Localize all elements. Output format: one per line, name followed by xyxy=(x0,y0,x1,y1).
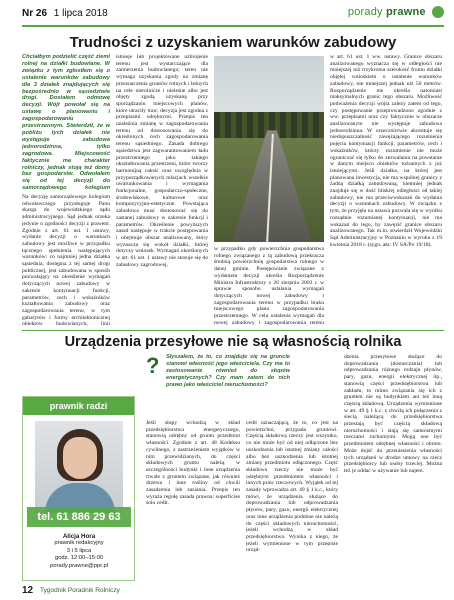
brand-badge-icon xyxy=(432,6,444,18)
advisor-name: Alicja Hora xyxy=(62,533,96,540)
article-1-lead: Chciałbym podzielić część ziemi rolnej na działki budowlane. W związku z tym zgłosiłem się o ustalenie warunków zabudowy dla 3 działek znajdujących się bezpośrednio w sąsiedztwie drogi. Dostałem odmowę decyzji. Wójt powołał się na ustawę o planowaniu i zagospodarowaniu przestrzennym. Stwierdził, że w pobliżu tych działek nie występuje zabudowa jednorodzinna, tylko zagrodowa. Miejscowość faktycznie ma charakter rolniczy, jednak stoją też domy bez gospodarstw. Odwołałem się od tej decyzji do samorządowego kolegium xyxy=(22,54,110,190)
advisor-hours: godz. 12:00–15:00 xyxy=(54,555,104,562)
advisor-phone: tel. 61 886 29 63 xyxy=(27,507,131,527)
road-photo xyxy=(214,56,324,242)
advisor-photo-face xyxy=(63,437,97,479)
issue-label xyxy=(22,8,108,19)
advisor-days: 3 i 5 lipca xyxy=(66,547,92,554)
section-brand xyxy=(348,6,444,18)
article-1-column-4-text: w art. 61 ust. 1 ww. ustawy. Granice obszaru analizowanego wyznacza się w odległości nie mniejszej niż trzykrotna szerokość frontu działki objętej wnioskiem o ustalenie warunków zabudowy, nie mniejszej jednak niż 50 metrów. Rozporządzenie nie określa natomiast maksymalnych granic tego obszaru. Możliwość podważenia decyzji wójta zależy zatem od tego, czy postępowanie przeprowadzono zgodnie z ww. przepisami oraz czy faktycznie w obszarze analizowanym nie występuje zabudowa jednorodzinna. W orzecznictwie akcentuje się niedopuszczalność zawężającego rozumienia pojęcia kontynuacji funkcji, parametrów, cech i wskaźników, którzy rozumienie nie może ograniczać się tylko do zezwalania na powstanie w danym miejscu obiektów tożsamych z już istniejącymi. Jeśli działka, na której jest planowana inwestycja, nie ma wspólnej granicy z żadną działką zabudowaną, niemniej jednak znajduje się w dość bliskiej odległości od takiej zabudowy, nie ma przeciwwskazań do wydania decyzji o warunkach zabudowy. W związku z tym, że przyjęła na ustawa pozwala się w wyniku rozsądnie rozumianej kontynuacji, nie ma wskazań do tego, by zawęzić granice obszaru analizowanego. Tak m.in. stwierdził Wojewódzki Sąd Administracyjny w Poznaniu w wyroku z 19 kwietnia 2018 r. (sygn. akt: IV SA/Po 19/18). xyxy=(330,54,442,248)
page-header xyxy=(0,0,454,30)
publication-name: Tygodnik Poradnik Rolniczy xyxy=(40,587,120,594)
brand-light: porady xyxy=(347,6,383,18)
advisor-email: porady.prawne@ppr.pl xyxy=(50,562,108,569)
advisor-info xyxy=(27,533,131,570)
page-footer xyxy=(22,584,444,598)
article-2-column-3-text: cedit oznaczającą, że to, co jest na powierzchni, przypada gruntowi. Częścią składową rzeczy jest wszystko, co nie może być od niej odłączone bez uszkodzenia lub istotnej zmiany całości albo bez uszkodzenia lub istotnej zmiany przedmiotu odłączonego. Część składowa rzeczy nie może być odrębnym przedmiotem własności i innych praw rzeczowych. Wyjątek od tej zasady wprowadza art. 49 § 1 k.c., który mówi, że urządzenia służące do doprowadzania lub odprowadzania płynów, pary, gazu, energii elektrycznej oraz inne urządzenia podobne nie należą do części składowych nieruchomości, jeżeli wchodzą w skład przedsiębiorstwa. Wynika z niego, że jeżeli wymienione w tym przepisie urząd- xyxy=(246,420,338,554)
article-1-column-4 xyxy=(330,54,442,326)
article-1-column-3 xyxy=(214,246,324,326)
article-1-column-3-text: w przypadku gdy powierzchnia gospodarstwa rolnego związanego z tą zabudową przekracza średnią powierzchnię gospodarstwa rolnego w danej gminie. Postępowanie związane z wydaniem decyzji określa Rozporządzenie Ministra Infrastruktury z 26 sierpnia 2003 r. w sprawie sposobu ustalania wymagań dotyczących nowej zabudowy i zagospodarowania terenu w przypadku braku miejscowego planu zagospodarowania przestrzennego. W celu ustalenia wymagań dla nowej zabudowy i zagospodarowania terenu xyxy=(214,246,324,326)
article-1-column-2-text: istnieje lub projektowane uzbrojenie terenu jest wystarczające dla zamierzenia budowlanego; teren nie wymaga uzyskania zgody na zmianę przeznaczenia gruntów rolnych i leśnych na cele nierolnicze i nieleśne albo jest objęty zgodą uzyskaną przy sporządzaniu miejscowych planów, które utraciły moc; decyzja jest zgodna z przepisami odrębnymi. Przepis ten uzależnia zmianę w zagospodarowaniu terenu od dostosowania się do określonych cech zagospodarowania terenu sąsiedniego. Zasada dobrego sąsiedztwa jest zagwarantowaniem ładu przestrzennego jako takiego ukształtowania przestrzeni, które tworzy harmonijną całość oraz uwzględnia w przyporządkowanych relacjach wszelkie uwarunkowania i wymagania funkcjonalne, gospodarczo-społeczne, środowiskowe, kulturowe oraz kompozycyjno-estetyczne. Powstająca zabudowa musi dostosować się do zastanej zabudowy w zakresie funkcji i parametrów. Określenie powyższych zasad następuje w trakcie postępowania i obejmuje obszar analizowany, który wyznacza się wokół działki, której dotyczy wniosek. Wymagań określonych w art. 61 ust. 1 ustawy nie stosuje się do zabudowy zagrodowej, xyxy=(116,54,208,268)
advisor-photo xyxy=(35,421,123,513)
brand-bold: prawne xyxy=(386,6,426,18)
issue-date: 1 lipca 2018 xyxy=(53,8,108,19)
issue-number: Nr 26 xyxy=(22,8,48,19)
article-2-column-2 xyxy=(146,420,240,580)
header-rule xyxy=(22,25,444,27)
article-1-title: Trudności z uzyskaniem warunków zabudowy xyxy=(69,34,397,51)
advisor-role: prawnik redakcyjny xyxy=(54,540,104,547)
article-1-column-1-text: Na decyzję samorządowego kolegium odwoławczego przysługuje Panu skarga do wojewódzkiego sądu administracyjnego. Sąd jednak orzeka jedynie o zgodności decyzji z prawem. Zgodnie z art. 61 ust. 1 ustawy, wydanie decyzji o warunkach zabudowy jest możliwe w przypadku łącznego spełnienia następujących warunków: co najmniej jedna działka sąsiednia, dostępna z tej samej drogi publicznej, jest zabudowana w sposób pozwalający na określenie wymagań dotyczących nowej zabudowy w zakresie kontynuacji funkcji, parametrów, cech i wskaźników kształtowania zabudowy oraz zagospodarowania terenu, w tym gabarytów i formy architektonicznej obiektów budowlanych, linii xyxy=(22,194,110,326)
article-2-column-3 xyxy=(246,420,338,580)
advisor-box-title: prawnik radzi xyxy=(23,397,134,415)
article-2-column-4 xyxy=(344,354,442,580)
article-2-lead: Słyszałem, że to, co znajduje się na gruncie stanowi własność jego właściciela. Czy ma to zastosowanie również do słupów energetycznych? Czy mam zatem do nich prawo jako właściciel nieruchomości? xyxy=(166,354,290,388)
question-mark-icon: ? xyxy=(146,353,160,378)
article-1-column-1 xyxy=(22,194,110,326)
article-2-title: Urządzenia przesyłowe nie są własnością rolnika xyxy=(64,334,402,350)
section-divider xyxy=(22,330,444,331)
article-2-column-4-text: dzenia przesyłowe służące do doprowadzania (dostarczania) lub odprowadzania różnego rodzaju płynów, pary, gazu, energii elektrycznej itp., stanowią części przedsiębiorstwa lub zakładu, to mimo związania się ich z gruntem nie są budynkiem ani też inną częścią składową. Urządzenia wymienione w art. 49 § 1 k.c. z chwilą ich połączenia z siecią należącą do przedsiębiorstwa przestają być częścią składową nieruchomości i stają się samoistnymi rzeczami ruchomymi. Mogą one być przedmiotem odrębnej własności i obrotu. Może dojść do przeniesienia własności tych urządzeń w drodze umowy na rzecz przedsiębiorcy lub osoby trzeciej. Można też je oddać w używanie lub najem. xyxy=(344,354,442,474)
page-number: 12 xyxy=(22,585,34,596)
advisor-box xyxy=(22,396,135,581)
article-2-column-2-text: Jeśli słupy wchodzą w skład przedsiębiorstwa energetycznego, stanowią odrębny od gruntu przedmiot własności. Zgodnie z art. 48 Kodeksu cywilnego, z zastrzeżeniem wyjątków w nim przewidzianych, do części składowych gruntu należą w szczególności budynki i inne urządzenia trwale z gruntem związane, jak również drzewa i inne rośliny od chwili zasadzenia lub zasiania. Przepis ten wyraża regułę zasada prawna: superficies solo cedit. xyxy=(146,420,240,507)
article-1-column-2 xyxy=(116,54,208,326)
